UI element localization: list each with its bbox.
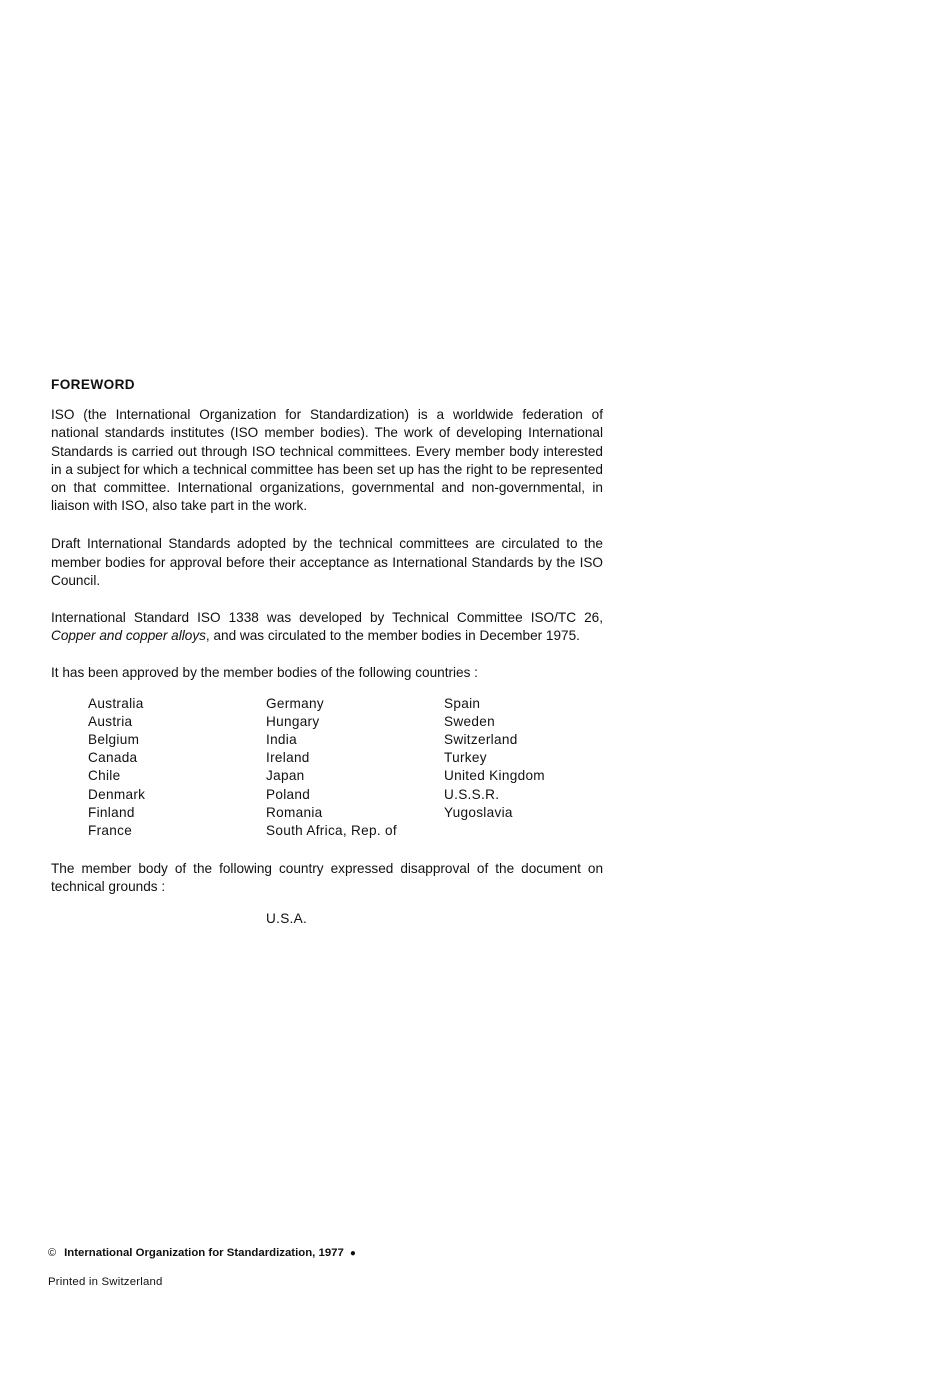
country-item: Hungary [266, 713, 320, 729]
country-item: Spain [444, 695, 481, 711]
paragraph-iso-intro: ISO (the International Organization for Standardization) is a worldwide federation of national standards institutes (ISO member bodies). The work of developing International Standards is carried out through ISO technical committees. Every member body interested in a subject for which a technical committee has been set up has the right to be represented on that committee. International organizations, governmental and non-governmental, in liaison with ISO, also take part in the work. [51, 407, 603, 514]
country-item: Chile [88, 768, 121, 784]
countries-column-2 [266, 695, 444, 841]
country-item: Belgium [88, 732, 140, 748]
country-item: France [88, 822, 133, 838]
country-item: Romania [266, 804, 323, 820]
copyright-icon: © [48, 1247, 57, 1259]
country-item: Turkey [444, 750, 487, 766]
country-item: Australia [88, 695, 144, 711]
bullet-icon: ● [349, 1248, 356, 1259]
country-item: Ireland [266, 750, 310, 766]
disapproval-intro: The member body of the following country expressed disapproval of the document on technical grounds : [51, 861, 603, 895]
country-item: Canada [88, 750, 138, 766]
paragraph-iso-1338-suffix: , and was circulated to the member bodies in December 1975. [205, 628, 580, 644]
committee-title: Copper and copper alloys [51, 628, 206, 644]
approving-countries-list [88, 695, 603, 841]
country-item: U.S.S.R. [444, 786, 500, 802]
country-item: Yugoslavia [444, 804, 513, 820]
country-item: Sweden [444, 713, 495, 729]
paragraph-draft-standards: Draft International Standards adopted by the technical committees are circulated to the member bodies for approval before their acceptance as International Standards by the ISO Council. [51, 536, 603, 588]
paragraph-iso-1338 [51, 609, 603, 645]
country-item: Poland [266, 786, 311, 802]
country-item: Denmark [88, 786, 146, 802]
approval-intro: It has been approved by the member bodies of the following countries : [51, 665, 478, 681]
country-item: Finland [88, 804, 135, 820]
foreword-section [51, 376, 603, 928]
countries-column-3 [444, 695, 622, 841]
disapproving-country: U.S.A. [266, 910, 308, 926]
country-item: India [266, 732, 297, 748]
country-item: South Africa, Rep. of [266, 822, 397, 838]
paragraph-iso-1338-prefix: International Standard ISO 1338 was developed by Technical Committee ISO/TC 26, [51, 610, 603, 626]
country-item: Japan [266, 768, 305, 784]
copyright-line [48, 1247, 356, 1259]
printed-in-line: Printed in Switzerland [48, 1276, 163, 1288]
country-item: Germany [266, 695, 325, 711]
foreword-heading: FOREWORD [51, 377, 135, 392]
copyright-text: International Organization for Standardization, 1977 [64, 1247, 344, 1259]
country-item: United Kingdom [444, 768, 545, 784]
country-item: Switzerland [444, 732, 518, 748]
country-item: Austria [88, 713, 133, 729]
countries-column-1 [88, 695, 266, 841]
